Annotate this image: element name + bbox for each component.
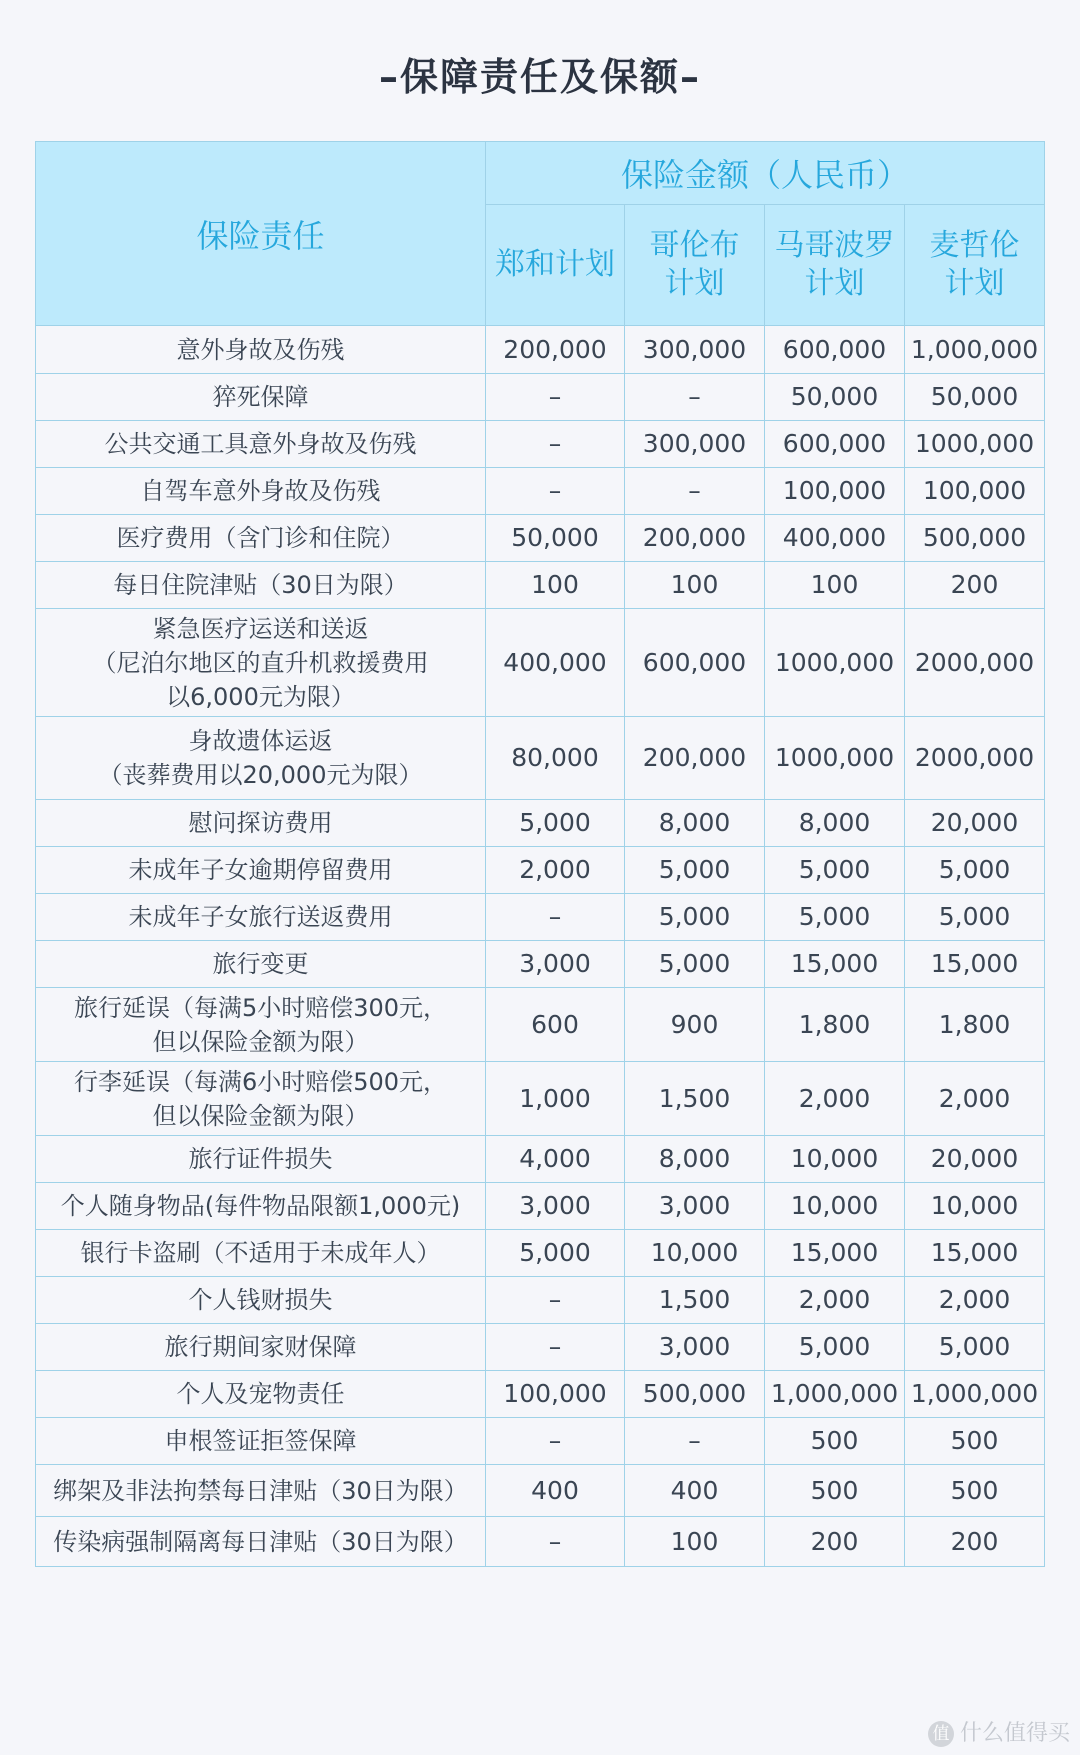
plan-amount-cell: 100,000 [486, 1371, 625, 1418]
plan-amount-cell: 1,800 [905, 988, 1045, 1062]
coverage-item-name [36, 1517, 486, 1567]
coverage-item-name [36, 326, 486, 374]
plan-amount-cell: 1,000,000 [905, 1371, 1045, 1418]
plan-amount-cell: 5,000 [765, 1324, 905, 1371]
plan-amount-cell: 5,000 [625, 894, 765, 941]
coverage-item-name [36, 800, 486, 847]
table-body [36, 326, 1045, 1567]
coverage-item-name [36, 374, 486, 421]
coverage-item-name [36, 847, 486, 894]
plan-amount-cell: 5,000 [486, 1230, 625, 1277]
table-row [36, 1418, 1045, 1465]
plan-amount-cell: 80,000 [486, 717, 625, 800]
plan-amount-cell: – [486, 894, 625, 941]
plan-amount-cell: 600,000 [765, 326, 905, 374]
table-row [36, 1062, 1045, 1136]
plan-amount-cell: 1,800 [765, 988, 905, 1062]
plan-amount-cell: 3,000 [625, 1324, 765, 1371]
plan-amount-cell: 3,000 [486, 941, 625, 988]
coverage-item-line: 意外身故及伤残 [176, 335, 345, 364]
coverage-item-name [36, 421, 486, 468]
header-plan-line: 郑和计划 [495, 247, 615, 282]
coverage-item-name [36, 1136, 486, 1183]
plan-amount-cell: 300,000 [625, 326, 765, 374]
plan-amount-cell: 500,000 [905, 515, 1045, 562]
plan-amount-cell: 2,000 [765, 1277, 905, 1324]
coverage-item-line: （丧葬费用以20,000元为限） [98, 761, 423, 789]
plan-amount-cell: 900 [625, 988, 765, 1062]
coverage-item-line: 猝死保障 [212, 383, 309, 411]
plan-amount-cell: 5,000 [905, 894, 1045, 941]
plan-amount-cell: 20,000 [905, 800, 1045, 847]
table-row [36, 941, 1045, 988]
table-row [36, 1517, 1045, 1567]
plan-amount-cell: – [625, 1418, 765, 1465]
plan-amount-cell: 200 [905, 1517, 1045, 1567]
plan-amount-cell: 1000,000 [905, 421, 1045, 468]
coverage-item-line: 旅行证件损失 [188, 1145, 333, 1173]
header-plan-2 [625, 205, 765, 326]
page-title: –保障责任及保额– [378, 55, 701, 99]
plan-amount-cell: 400,000 [765, 515, 905, 562]
plan-amount-cell: 1,000 [486, 1062, 625, 1136]
header-amount: 保险金额（人民币） [486, 142, 1045, 205]
table-row [36, 326, 1045, 374]
plan-amount-cell: 300,000 [625, 421, 765, 468]
plan-amount-cell: – [486, 421, 625, 468]
coverage-item-name [36, 562, 486, 609]
plan-amount-cell: 3,000 [625, 1183, 765, 1230]
coverage-item-line: 以6,000元为限） [166, 682, 355, 711]
plan-amount-cell: 2,000 [765, 1062, 905, 1136]
plan-amount-cell: 15,000 [765, 941, 905, 988]
coverage-item-line: 未成年子女旅行送返费用 [128, 903, 393, 931]
plan-amount-cell: 5,000 [625, 941, 765, 988]
plan-amount-cell: 500 [905, 1465, 1045, 1517]
coverage-item-line: 银行卡盗刷（不适用于未成年人） [80, 1239, 441, 1267]
plan-amount-cell: 50,000 [905, 374, 1045, 421]
coverage-item-name [36, 1324, 486, 1371]
plan-amount-cell: 20,000 [905, 1136, 1045, 1183]
coverage-item-line: 个人随身物品(每件物品限额1,000元) [60, 1192, 461, 1220]
table-row [36, 1183, 1045, 1230]
coverage-item-line: 申根签证拒签保障 [164, 1427, 357, 1455]
plan-amount-cell: 500,000 [625, 1371, 765, 1418]
header-plan-line: 麦哲伦 [929, 228, 1020, 263]
plan-amount-cell: 100,000 [765, 468, 905, 515]
coverage-item-line: 未成年子女逾期停留费用 [128, 856, 393, 884]
plan-amount-cell: 50,000 [486, 515, 625, 562]
plan-amount-cell: 500 [765, 1465, 905, 1517]
coverage-item-name [36, 609, 486, 717]
coverage-item-name [36, 988, 486, 1062]
plan-amount-cell: 1,000,000 [905, 326, 1045, 374]
coverage-item-line: 自驾车意外身故及伤残 [140, 477, 381, 505]
header-plan-3 [765, 205, 905, 326]
header-plan-line: 马哥波罗 [774, 228, 895, 263]
table-row [36, 988, 1045, 1062]
plan-amount-cell: 1,500 [625, 1062, 765, 1136]
plan-amount-cell: 50,000 [765, 374, 905, 421]
plan-amount-cell: – [486, 468, 625, 515]
plan-amount-cell: 600 [486, 988, 625, 1062]
coverage-item-line: 但以保险金额为限） [152, 1027, 369, 1056]
plan-amount-cell: 1,000,000 [765, 1371, 905, 1418]
plan-amount-cell: 100,000 [905, 468, 1045, 515]
table-row [36, 717, 1045, 800]
plan-amount-cell: 5,000 [765, 847, 905, 894]
coverage-item-line: 紧急医疗运送和送返 [152, 614, 369, 643]
table-row [36, 1371, 1045, 1418]
coverage-item-line: 个人钱财损失 [188, 1286, 333, 1314]
coverage-item-name [36, 1183, 486, 1230]
plan-amount-cell: 400 [486, 1465, 625, 1517]
plan-amount-cell: – [625, 468, 765, 515]
coverage-item-line: 行李延误（每满6小时赔偿500元， [73, 1067, 448, 1096]
coverage-item-name [36, 1230, 486, 1277]
plan-amount-cell: 200,000 [625, 717, 765, 800]
coverage-item-name [36, 1465, 486, 1517]
plan-amount-cell: 500 [905, 1418, 1045, 1465]
plan-amount-cell: 15,000 [905, 941, 1045, 988]
plan-amount-cell: 100 [625, 562, 765, 609]
plan-amount-cell: 5,000 [765, 894, 905, 941]
coverage-item-name [36, 1062, 486, 1136]
plan-amount-cell: – [486, 374, 625, 421]
plan-amount-cell: 5,000 [905, 1324, 1045, 1371]
coverage-item-name [36, 1277, 486, 1324]
header-plan-line: 计划 [804, 266, 865, 301]
plan-amount-cell: 2,000 [905, 1062, 1045, 1136]
watermark [928, 1716, 1070, 1747]
plan-amount-cell: 100 [625, 1517, 765, 1567]
coverage-item-line: 慰问探访费用 [188, 809, 333, 837]
plan-amount-cell: 5,000 [905, 847, 1045, 894]
coverage-item-name [36, 1418, 486, 1465]
plan-amount-cell: – [486, 1324, 625, 1371]
table-row [36, 515, 1045, 562]
plan-amount-cell: 100 [486, 562, 625, 609]
plan-amount-cell: 15,000 [765, 1230, 905, 1277]
header-plan-line: 计划 [944, 266, 1005, 301]
logo-icon: 值 [928, 1721, 954, 1747]
table-row [36, 1465, 1045, 1517]
table-row [36, 374, 1045, 421]
coverage-item-line: 旅行延误（每满5小时赔偿300元， [73, 993, 448, 1022]
plan-amount-cell: 200 [905, 562, 1045, 609]
table-row [36, 1277, 1045, 1324]
coverage-item-line: 但以保险金额为限） [152, 1101, 369, 1130]
plan-amount-cell: 1000,000 [765, 609, 905, 717]
plan-amount-cell: 200 [765, 1517, 905, 1567]
plan-amount-cell: 1,500 [625, 1277, 765, 1324]
plan-amount-cell: 15,000 [905, 1230, 1045, 1277]
header-plan-1 [486, 205, 625, 326]
plan-amount-cell: 2,000 [905, 1277, 1045, 1324]
plan-amount-cell: 2,000 [486, 847, 625, 894]
plan-amount-cell: 200,000 [625, 515, 765, 562]
plan-amount-cell: 400 [625, 1465, 765, 1517]
plan-amount-cell: 10,000 [625, 1230, 765, 1277]
plan-amount-cell: 8,000 [625, 800, 765, 847]
table-row [36, 894, 1045, 941]
table-row [36, 1136, 1045, 1183]
coverage-item-line: （尼泊尔地区的直升机救援费用 [92, 648, 429, 677]
header-responsibility: 保险责任 [36, 142, 486, 326]
plan-amount-cell: 5,000 [625, 847, 765, 894]
plan-amount-cell: 600,000 [625, 609, 765, 717]
coverage-item-line: 绑架及非法拘禁每日津贴（30日为限） [53, 1476, 468, 1505]
plan-amount-cell: 2000,000 [905, 609, 1045, 717]
header-plan-4 [905, 205, 1045, 326]
plan-amount-cell: – [625, 374, 765, 421]
coverage-item-line: 每日住院津贴（30日为限） [113, 571, 408, 599]
plan-amount-cell: 4,000 [486, 1136, 625, 1183]
watermark-text: 什么值得买 [959, 1721, 1070, 1746]
coverage-item-line: 身故遗体运返 [188, 727, 333, 755]
plan-amount-cell: 400,000 [486, 609, 625, 717]
table-row [36, 421, 1045, 468]
coverage-item-name [36, 941, 486, 988]
table-row [36, 1324, 1045, 1371]
table-row [36, 1230, 1045, 1277]
plan-amount-cell: 600,000 [765, 421, 905, 468]
coverage-item-line: 传染病强制隔离每日津贴（30日为限） [53, 1527, 468, 1556]
plan-amount-cell: 8,000 [765, 800, 905, 847]
plan-amount-cell: 200,000 [486, 326, 625, 374]
coverage-item-line: 个人及宠物责任 [176, 1380, 345, 1408]
coverage-item-name [36, 1371, 486, 1418]
plan-amount-cell: 10,000 [765, 1136, 905, 1183]
plan-amount-cell: 8,000 [625, 1136, 765, 1183]
plan-amount-cell: 2000,000 [905, 717, 1045, 800]
plan-amount-cell: 500 [765, 1418, 905, 1465]
table-row [36, 847, 1045, 894]
plan-amount-cell: – [486, 1418, 625, 1465]
plan-amount-cell: 10,000 [765, 1183, 905, 1230]
table-row [36, 562, 1045, 609]
plan-amount-cell: 10,000 [905, 1183, 1045, 1230]
coverage-item-line: 旅行变更 [212, 950, 309, 978]
header-plan-line: 哥伦布 [649, 228, 740, 263]
coverage-item-line: 医疗费用（含门诊和住院） [116, 524, 405, 552]
table-row [36, 609, 1045, 717]
coverage-item-name [36, 717, 486, 800]
plan-amount-cell: 100 [765, 562, 905, 609]
coverage-item-line: 公共交通工具意外身故及伤残 [104, 430, 417, 458]
table-row [36, 800, 1045, 847]
plan-amount-cell: 5,000 [486, 800, 625, 847]
table-header [36, 142, 1045, 326]
plan-amount-cell: – [486, 1277, 625, 1324]
coverage-item-name [36, 515, 486, 562]
header-plan-line: 计划 [664, 266, 725, 301]
plan-amount-cell: 3,000 [486, 1183, 625, 1230]
plan-amount-cell: – [486, 1517, 625, 1567]
coverage-item-line: 旅行期间家财保障 [164, 1333, 357, 1361]
plan-amount-cell: 1000,000 [765, 717, 905, 800]
table-row [36, 468, 1045, 515]
coverage-item-name [36, 894, 486, 941]
coverage-table [35, 141, 1045, 1567]
coverage-item-name [36, 468, 486, 515]
